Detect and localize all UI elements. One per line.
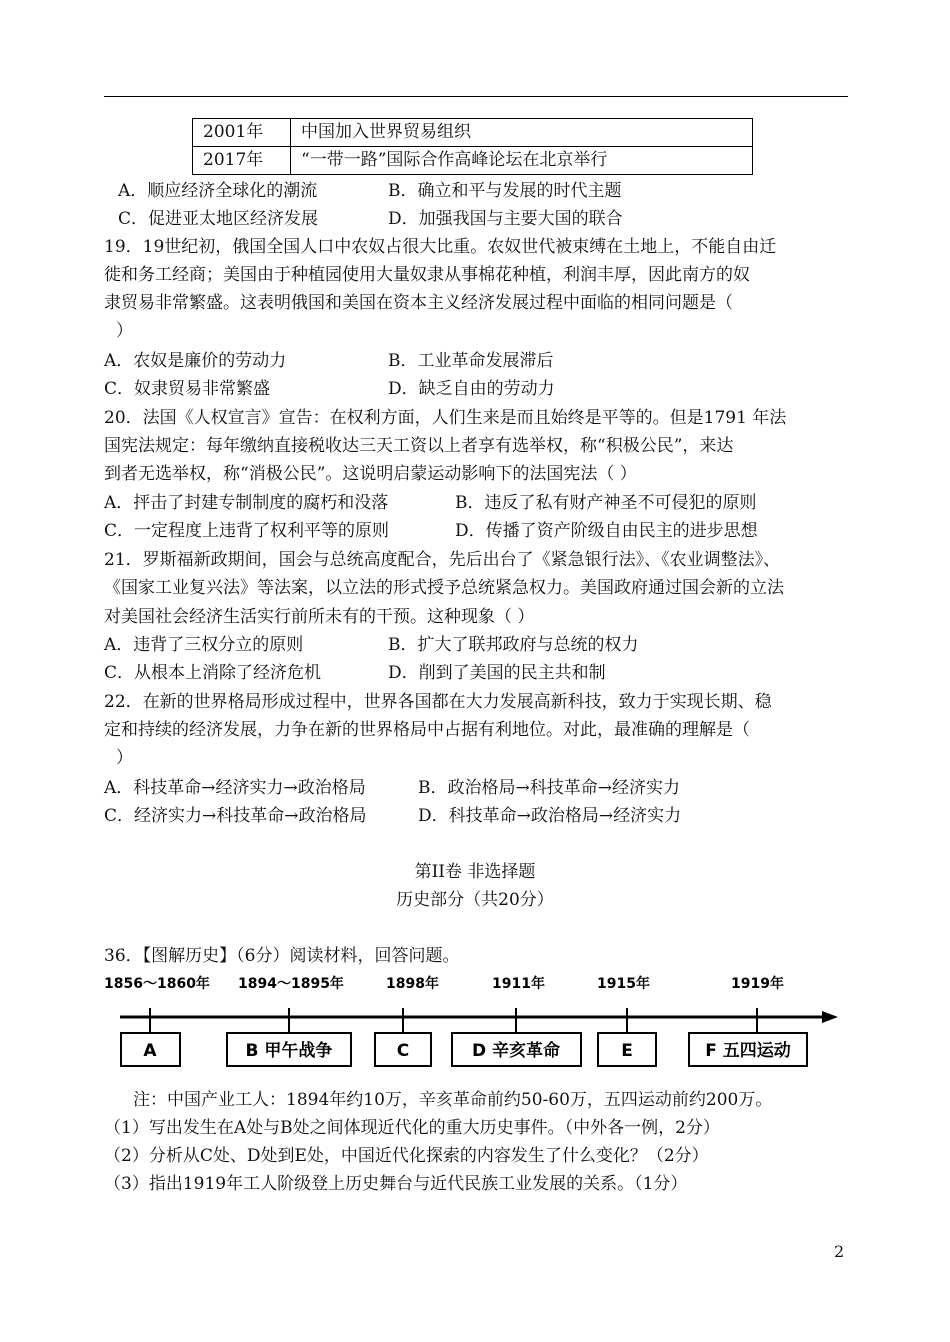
q21-line: 《国家工业复兴法》等法案，以立法的形式授予总统紧急权力。美国政府通过国会新的立法 [104,578,784,598]
q22-option-c: C．经济实力→科技革命→政治格局 [104,806,367,826]
q22-option-d: D．科技革命→政治格局→经济实力 [418,806,682,826]
timeline-year: 1894～1895年 [238,976,344,992]
timeline-box-label: A [143,1041,157,1061]
q22-line: ） [116,748,133,768]
q21-option-c: C．从根本上消除了经济危机 [104,663,322,683]
q20-option-a: A．抨击了封建专制制度的腐朽和没落 [104,493,389,513]
table-row [193,119,753,147]
q20-line: 20．法国《人权宣言》宣告：在权利方面，人们生来是而且始终是平等的。但是1791 年法 [104,408,787,428]
q19-option-d: D．缺乏自由的劳动力 [388,379,555,399]
q19-option-c: C．奴隶贸易非常繁盛 [104,379,271,399]
section-title: 第II卷 非选择题 [414,862,536,882]
year-event-table [192,118,753,175]
timeline-box-label: F 五四运动 [705,1041,791,1061]
q36-sub2: （2）分析从C处、D处到E处，中国近代化探索的内容发生了什么变化？（2分） [104,1146,709,1166]
q22-option-a: A．科技革命→经济实力→政治格局 [104,778,366,798]
table-year-cell: 2017年 [193,147,291,175]
timeline-diagram [100,970,845,1070]
q21-line: 21．罗斯福新政期间，国会与总统高度配合，先后出台了《紧急银行法》、《农业调整法》、 [104,550,781,570]
header-rule [104,96,848,97]
timeline-box-label: B 甲午战争 [245,1041,333,1061]
q21-option-d: D．削到了美国的民主共和制 [388,663,606,683]
q36-intro: 36．【图解历史】（6分）阅读材料，回答问题。 [104,946,460,966]
table-row [193,147,753,175]
q20-option-b: B．违反了私有财产神圣不可侵犯的原则 [455,493,757,513]
timeline-year: 1915年 [597,976,650,992]
q18-option-c: C．促进亚太地区经济发展 [118,209,319,229]
q19-line: 19．19世纪初，俄国全国人口中农奴占很大比重。农奴世代被束缚在土地上，不能自由迁 [104,237,777,257]
q18-option-d: D．加强我国与主要大国的联合 [388,209,623,229]
q19-line: 徙和务工经商；美国由于种植园使用大量奴隶从事棉花种植，利润丰厚，因此南方的奴 [104,265,750,285]
table-event-cell: 中国加入世界贸易组织 [291,119,753,147]
q36-note: 注：中国产业工人：1894年约10万，辛亥革命前约50-60万，五四运动前约200万。 [133,1090,773,1110]
q18-option-a: A．顺应经济全球化的潮流 [118,181,318,201]
timeline-box-label: D 辛亥革命 [471,1041,561,1061]
q36-sub1: （1）写出发生在A处与B处之间体现近代化的重大历史事件。（中外各一例，2分） [104,1118,720,1138]
page-number: 2 [834,1242,845,1261]
q20-line: 到者无选举权，称“消极公民”。这说明启蒙运动影响下的法国宪法（ ） [104,464,637,484]
q20-line: 国宪法规定：每年缴纳直接税收达三天工资以上者享有选举权，称“积极公民”，来达 [104,436,734,456]
timeline-box-label: E [621,1041,633,1061]
section-subtitle: 历史部分（共20分） [396,890,554,910]
q19-line: ） [116,321,133,341]
q22-option-b: B．政治格局→科技革命→经济实力 [418,778,680,798]
q20-option-c: C．一定程度上违背了权利平等的原则 [104,521,390,541]
q22-line: 22．在新的世界格局形成过程中，世界各国都在大力发展高新科技，致力于实现长期、稳 [104,692,772,712]
timeline-year: 1856～1860年 [104,976,210,992]
q21-line: 对美国社会经济生活实行前所未有的干预。这种现象（ ） [104,607,535,627]
q19-line: 隶贸易非常繁盛。这表明俄国和美国在资本主义经济发展过程中面临的相同问题是（ [104,293,733,313]
q18-option-b: B．确立和平与发展的时代主题 [388,181,622,201]
timeline-year: 1911年 [492,976,545,992]
timeline-arrow-icon [822,1011,838,1023]
q21-option-a: A．违背了三权分立的原则 [104,635,304,655]
q36-sub3: （3）指出1919年工人阶级登上历史舞台与近代民族工业发展的关系。（1分） [104,1174,688,1194]
timeline-box-label: C [396,1041,410,1061]
q22-line: 定和持续的经济发展，力争在新的世界格局中占据有利地位。对此，最准确的理解是（ [104,720,750,740]
q19-option-a: A．农奴是廉价的劳动力 [104,351,287,371]
timeline-year: 1919年 [731,976,784,992]
timeline-year: 1898年 [386,976,439,992]
q21-option-b: B．扩大了联邦政府与总统的权力 [388,635,639,655]
q20-option-d: D．传播了资产阶级自由民主的进步思想 [455,521,758,541]
q19-option-b: B．工业革命发展滞后 [388,351,554,371]
table-event-cell: “一带一路”国际合作高峰论坛在北京举行 [291,147,753,175]
table-year-cell: 2001年 [193,119,291,147]
